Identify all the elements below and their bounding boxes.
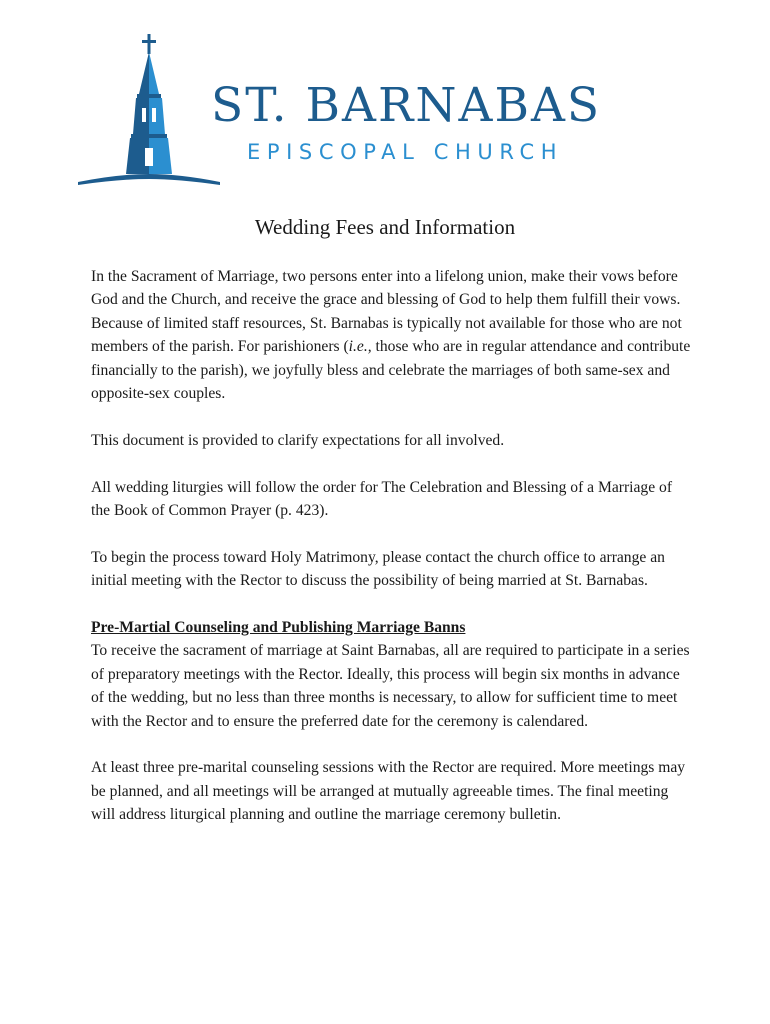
section-heading-counseling: Pre-Martial Counseling and Publishing Marriage Banns [91, 619, 466, 637]
purpose-paragraph: This document is provided to clarify expectations for all involved. [91, 431, 505, 449]
intro-paragraph [91, 265, 691, 405]
church-logo [78, 34, 618, 186]
church-name: ST. BARNABAS [211, 78, 602, 133]
intro-text-part2: those who are in regular attendance and contribute financially to the parish), we joyfully bless and celebrate the marriages of both same-sex and opposite-sex couples. [91, 338, 691, 403]
church-subtitle: EPISCOPAL CHURCH [247, 140, 564, 164]
counseling-paragraph: To receive the sacrament of marriage at Saint Barnabas, all are required to participate in a series of preparatory meetings with the Rector. Ideally, this process will begin six months in advance of the wedding, but no less than three months is necessary, to allow for sufficient time to meet with the Rector and to ensure the preferred date for the ceremony is calendared. [91, 642, 690, 730]
begin-process-paragraph: To begin the process toward Holy Matrimony, please contact the church office to arrange an initial meeting with the Rector to discuss the possibility of being married at St. Barnabas. [91, 548, 665, 590]
document-title: Wedding Fees and Information [254, 215, 516, 239]
document-body [91, 265, 691, 827]
liturgy-paragraph: All wedding liturgies will follow the order for The Celebration and Blessing of a Marriage of the Book of Common Prayer (p. 423). [91, 478, 673, 520]
intro-text-part1: In the Sacrament of Marriage, two persons enter into a lifelong union, make their vows before God and the Church, and receive the grace and blessing of God to help them fulfill their vows. Because of limited staff resources, St. Barnabas is typically not available for those who are not members of the parish. For parishioners ( [91, 268, 682, 356]
intro-abbreviation: i.e., [348, 338, 372, 356]
sessions-paragraph: At least three pre-marital counseling sessions with the Rector are required. More meetings may be planned, and all meetings will be arranged at mutually agreeable times. The final meeting will address liturgical planning and outline the marriage ceremony bulletin. [91, 759, 686, 824]
church-steeple-icon [78, 34, 220, 186]
